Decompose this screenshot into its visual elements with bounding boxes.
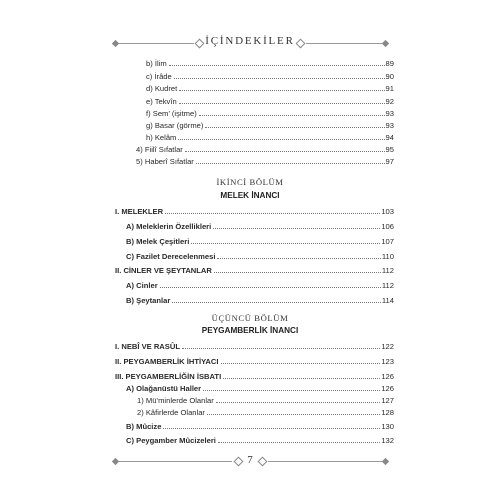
entry-label: 1) Mü’minlerde Olanlar: [137, 396, 214, 405]
entry-label: II. CİNLER VE ŞEYTANLAR: [115, 266, 212, 275]
page-number: 7: [247, 454, 253, 466]
toc-entry[interactable]: [136, 145, 394, 154]
toc-entry[interactable]: [115, 372, 394, 381]
entry-page: 127: [381, 396, 394, 405]
dot-leader: [174, 78, 385, 79]
entry-page: 126: [381, 384, 394, 393]
entry-page: 95: [385, 145, 394, 154]
dot-leader: [199, 115, 385, 116]
toc-entry[interactable]: [126, 436, 394, 445]
toc-entry[interactable]: [126, 384, 394, 393]
toc-entry[interactable]: [126, 422, 394, 431]
toc-entry[interactable]: [136, 157, 394, 166]
entry-label: II. PEYGAMBERLİK İHTİYACI: [115, 357, 219, 366]
toc-entry[interactable]: [146, 133, 394, 142]
entry-label: d) Kudret: [146, 84, 178, 93]
header-rule-right: [306, 43, 382, 44]
dot-leader: [205, 127, 384, 128]
entry-label: C) Fazilet Derecelenmesi: [126, 252, 216, 261]
entry-label: h) Kelâm: [146, 133, 177, 142]
entry-label: f) Sem’ (işitme): [146, 109, 197, 118]
dot-leader: [191, 243, 380, 244]
dot-leader: [213, 228, 380, 229]
entry-page: 103: [381, 207, 394, 216]
dot-leader: [185, 151, 385, 152]
toc-entry[interactable]: [126, 296, 394, 305]
entry-label: C) Peygamber Mûcizeleri: [126, 436, 216, 445]
entry-page: 122: [381, 342, 394, 351]
entry-page: 123: [381, 357, 394, 366]
page-title: İÇİNDEKİLER: [205, 35, 295, 47]
dot-leader: [216, 402, 381, 403]
entry-page: 130: [381, 422, 394, 431]
toc-entry[interactable]: [126, 281, 394, 290]
toc-entry[interactable]: [146, 72, 394, 81]
dot-leader: [182, 348, 380, 349]
dot-leader: [221, 363, 381, 364]
entry-page: 93: [385, 109, 394, 118]
section-label: ÜÇÜNCÜ BÖLÜM: [211, 313, 289, 323]
entry-label: b) İlim: [146, 59, 167, 68]
toc-entry[interactable]: [137, 408, 394, 417]
entry-page: 112: [381, 281, 394, 290]
toc-entry[interactable]: [146, 121, 394, 130]
entry-label: B) Şeytanlar: [126, 296, 171, 305]
entry-label: 5) Haberî Sıfatlar: [136, 157, 194, 166]
entry-page: 106: [381, 222, 394, 231]
entry-label: A) Meleklerin Özellikleri: [126, 222, 212, 231]
toc-entry[interactable]: [115, 266, 394, 275]
dot-leader: [214, 272, 381, 273]
entry-page: 91: [385, 84, 394, 93]
entry-label: B) Melek Çeşitleri: [126, 237, 190, 246]
toc-entry[interactable]: [146, 97, 394, 106]
entry-label: 2) Kâfirlerde Olanlar: [137, 408, 205, 417]
toc-entry[interactable]: [115, 357, 394, 366]
toc-entry[interactable]: [137, 396, 394, 405]
entry-page: 92: [385, 97, 394, 106]
toc-entry[interactable]: [115, 207, 394, 216]
entry-page: 128: [381, 408, 394, 417]
entry-page: 89: [385, 59, 394, 68]
section-label: İKİNCİ BÖLÜM: [216, 177, 284, 187]
section-title: PEYGAMBERLİK İNANCI: [201, 326, 299, 335]
dot-leader: [165, 213, 380, 214]
entry-page: 97: [385, 157, 394, 166]
entry-page: 94: [385, 133, 394, 142]
dot-leader: [169, 65, 385, 66]
entry-label: e) Tekvîn: [146, 97, 177, 106]
dot-leader: [217, 258, 380, 259]
entry-page: 132: [381, 436, 394, 445]
toc-entry[interactable]: [146, 109, 394, 118]
entry-label: I. NEBÎ VE RASÛL: [115, 342, 180, 351]
dot-leader: [203, 390, 380, 391]
entry-page: 114: [381, 296, 394, 305]
entry-page: 93: [385, 121, 394, 130]
entry-label: B) Mûcize: [126, 422, 162, 431]
toc-entry[interactable]: [126, 252, 394, 261]
toc-entry[interactable]: [146, 59, 394, 68]
dot-leader: [196, 163, 385, 164]
entry-page: 112: [381, 266, 394, 275]
dot-leader: [179, 103, 385, 104]
dot-leader: [223, 378, 380, 379]
entry-label: A) Cinler: [126, 281, 158, 290]
dot-leader: [178, 139, 384, 140]
dot-leader: [179, 90, 384, 91]
dot-leader: [207, 414, 380, 415]
entry-page: 110: [381, 252, 394, 261]
entry-label: I. MELEKLER: [115, 207, 164, 216]
entry-label: g) Basar (görme): [146, 121, 204, 130]
footer-rule-right: [268, 461, 382, 462]
entry-page: 90: [385, 72, 394, 81]
entry-label: 4) Fiilî Sıfatlar: [136, 145, 183, 154]
entry-page: 126: [381, 372, 394, 381]
dot-leader: [163, 428, 380, 429]
entry-label: III. PEYGAMBERLİĞİN İSBATI: [115, 372, 222, 381]
section-title: MELEK İNANCI: [220, 191, 280, 200]
entry-page: 107: [381, 237, 394, 246]
dot-leader: [172, 302, 381, 303]
toc-entry[interactable]: [126, 222, 394, 231]
dot-leader: [160, 287, 381, 288]
toc-entry[interactable]: [115, 342, 394, 351]
entry-label: c) İrâde: [146, 72, 172, 81]
dot-leader: [218, 442, 380, 443]
toc-entry[interactable]: [126, 237, 394, 246]
entry-label: A) Olağanüstü Haller: [126, 384, 202, 393]
toc-entry[interactable]: [146, 84, 394, 93]
